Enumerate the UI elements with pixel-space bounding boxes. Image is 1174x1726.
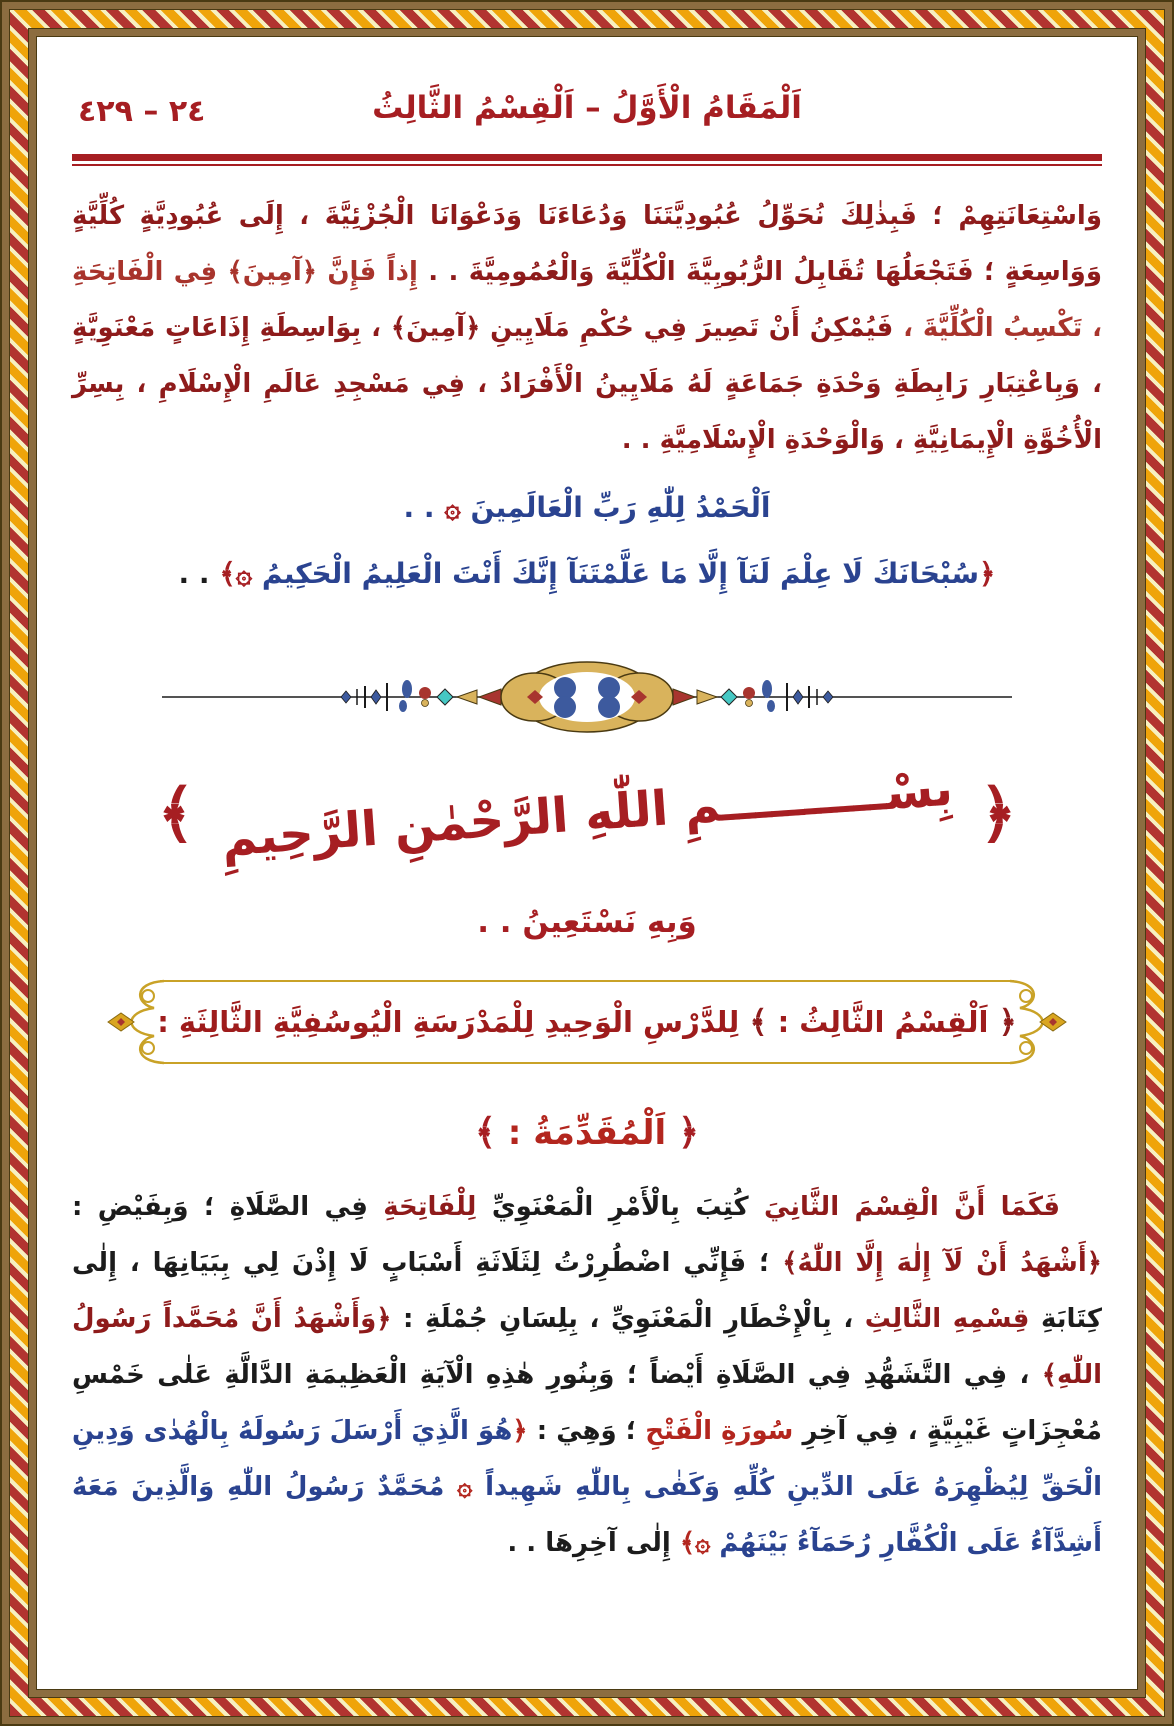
text-segment: ؛ فَإِنِّي اضْطُرِرْتُ لِثَلَاثَةِ أَسْبَابٍ لَا إِذْنَ لِي بِبَيَانِهَا ، إِلٰى كِتَابَةِ (72, 1248, 1102, 1334)
text-segment: ، فِي التَّشَهُّدِ فِي الصَّلَاةِ أَيْضاً ؛ وَبِنُورِ هٰذِهِ الْآيَةِ الْعَظِيمَةِ الدَّالَّةِ عَلٰى خَمْسِ مُعْجِزَاتٍ غَيْبِيَّةٍ ، فِي آخِرِ (72, 1360, 1102, 1446)
page-title: اَلْمَقَامُ الْأَوَّلُ – اَلْقِسْمُ الثَّالِثُ (372, 90, 802, 126)
section-banner-subtitle: لِلدَّرْسِ الْوَحِيدِ لِلْمَدْرَسَةِ الْيُوسُفِيَّةِ الثَّالِثَةِ : (157, 1005, 750, 1039)
text-segment: ؛ وَهِيَ : (527, 1416, 637, 1446)
ornate-bracket-open-icon: ﴿ (512, 1416, 528, 1446)
text-segment: إِلٰى آخِرِهَا . . (507, 1528, 680, 1558)
ornate-bracket-open-icon: ﴿ (678, 1112, 700, 1153)
text-segment: فِي الصَّلَاةِ ؛ وَبِفَيْضِ : (72, 1192, 368, 1222)
section-banner-title: اَلْقِسْمُ الثَّالِثُ : (767, 1005, 999, 1039)
rub-el-hizb-icon: ۞ (444, 1472, 473, 1502)
banner-rule-top (160, 980, 1014, 982)
text-segment: فَكَمَا أَنَّ الْقِسْمَ الثَّانِيَ (748, 1192, 1061, 1222)
text-segment-quran: هُوَ الَّذِيَ أَرْسَلَ رَسُولَهُ بِالْهُدٰى وَدِينِ الْحَقِّ لِيُظْهِرَهُ عَلَى الدِّينِ كُلِّهِ وَكَفٰى بِاللّٰهِ شَهِيداً (72, 1416, 1102, 1502)
text-segment-highlight: إِذاً فَإِنَّ ﴿آمِينَ﴾ فِي الْفَاتِحَةِ ، تَكْسِبُ الْكُلِّيَّةَ ، (72, 257, 1102, 343)
section-banner (120, 974, 1054, 1070)
hamdala-text: اَلْحَمْدُ لِلّٰهِ رَبِّ الْعَالَمِينَ (460, 491, 771, 524)
ornate-bracket-close-icon: ﴾ (219, 557, 236, 590)
banner-flourish-right-icon (1006, 974, 1068, 1070)
banner-flourish-left-icon (106, 974, 168, 1070)
trailing-dots: . . (403, 491, 445, 524)
ornate-bracket-open-icon: ﴿ (998, 1004, 1017, 1040)
hamdala-line (72, 482, 1102, 534)
basmala-calligraphy (72, 754, 1102, 874)
basmala-ornament-right-icon: ﴿ (979, 777, 1017, 851)
header-rule-thick (72, 154, 1102, 161)
opening-paragraph (72, 188, 1102, 468)
text-segment: قِسْمِهِ الثَّالِثِ (853, 1304, 1030, 1334)
subhanaka-text: سُبْحَانَكَ لَا عِلْمَ لَنَآ إِلَّا مَا عَلَّمْتَنَآ إِنَّكَ أَنْتَ الْعَلِيمُ الْحَكِيمُ (252, 557, 980, 590)
header-rule-thin (72, 164, 1102, 166)
subhanaka-verse-line (72, 548, 1102, 600)
text-segment-shahada: ﴿وَأَشْهَدُ أَنَّ مُحَمَّداً رَسُولُ اللّٰهِ﴾ (72, 1304, 1103, 1390)
arabesque-divider-icon (147, 658, 1027, 736)
ornate-bracket-close-icon: ۞﴾ (679, 1528, 711, 1558)
text-segment: لِلْفَاتِحَةِ (367, 1192, 477, 1222)
arabesque-divider (72, 658, 1102, 740)
rub-el-hizb-icon: ۞ (444, 491, 461, 524)
text-segment: ، بِالْإِخْطَارِ الْمَعْنَوِيِّ ، بِلِسَانِ جُمْلَةِ : (391, 1304, 854, 1334)
page-header (72, 90, 1102, 142)
muqaddima-text: اَلْمُقَدِّمَةُ : (495, 1113, 679, 1153)
text-segment-shahada: ﴿أَشْهَدُ أَنْ لَآ إِلٰهَ إِلَّا اللّٰهُ﴾ (769, 1248, 1102, 1278)
page-number: ٢٤ – ٤٢٩ (78, 94, 206, 129)
ornate-bracket-open-icon: ﴿ (979, 557, 996, 590)
intro-paragraph (72, 1179, 1102, 1571)
text-segment-surah-name: سُورَةِ الْفَتْحِ (636, 1416, 794, 1446)
muqaddima-heading (72, 1112, 1102, 1153)
text-segment: كُتِبَ بِالْأَمْرِ الْمَعْنَوِيِّ (476, 1192, 749, 1222)
section-banner-text (157, 1004, 1017, 1040)
text-segment: وَاسْتِعَانَتِهِمْ ؛ فَبِذٰلِكَ نُحَوِّلُ عُبُودِيَّتَنَا وَدُعَاءَنَا وَدَعْوَانَا الْجُزْئِيَّةَ ، إِلَى عُبُودِيَّةٍ كُلِّيَّةٍ وَوَاسِعَةٍ ؛ فَتَجْعَلُهَا تُقَابِلُ الرُّبُوبِيَّةَ الْكُلِّيَّةَ وَالْعُمُومِيَّةَ . . (72, 201, 1102, 287)
basmala-ornament-left-icon: ﴾ (157, 777, 195, 851)
banner-rule-bottom (160, 1062, 1014, 1064)
ornate-bracket-close-icon: ﴾ (749, 1004, 768, 1040)
istiana-line: وَبِهِ نَسْتَعِينُ . . (477, 904, 697, 940)
text-segment-quran: مُحَمَّدٌ رَسُولُ اللّٰهِ وَالَّذِينَ مَعَهُ أَشِدَّآءُ عَلَى الْكُفَّارِ رُحَمَآءُ بَيْنَهُمْ (72, 1472, 1102, 1558)
page-content (38, 38, 1136, 1688)
trailing-dots: . . (178, 557, 220, 590)
text-segment: فَيُمْكِنُ أَنْ تَصِيرَ فِي حُكْمِ مَلَايِينِ ﴿آمِينَ﴾ ، بِوَاسِطَةِ إِذَاعَاتٍ مَعْنَوِيَّةٍ ، وَبِاعْتِبَارِ رَابِطَةِ وَحْدَةِ جَمَاعَةٍ لَهُ مَلَايِينُ الْأَفْرَادُ ، فِي مَسْجِدِ عَالَمِ الْإِسْلَامِ ، بِسِرِّ الْأُخُوَّةِ الْإِيمَانِيَّةِ ، وَالْوَحْدَةِ الْإِسْلَامِيَّةِ . . (72, 313, 1102, 455)
rub-el-hizb-icon: ۞ (235, 557, 253, 590)
basmala-text: بِسْــــــــــمِ اللّٰهِ الرَّحْمٰنِ الرَّحِيمِ (219, 760, 955, 868)
ornate-bracket-close-icon: ﴾ (474, 1112, 496, 1153)
